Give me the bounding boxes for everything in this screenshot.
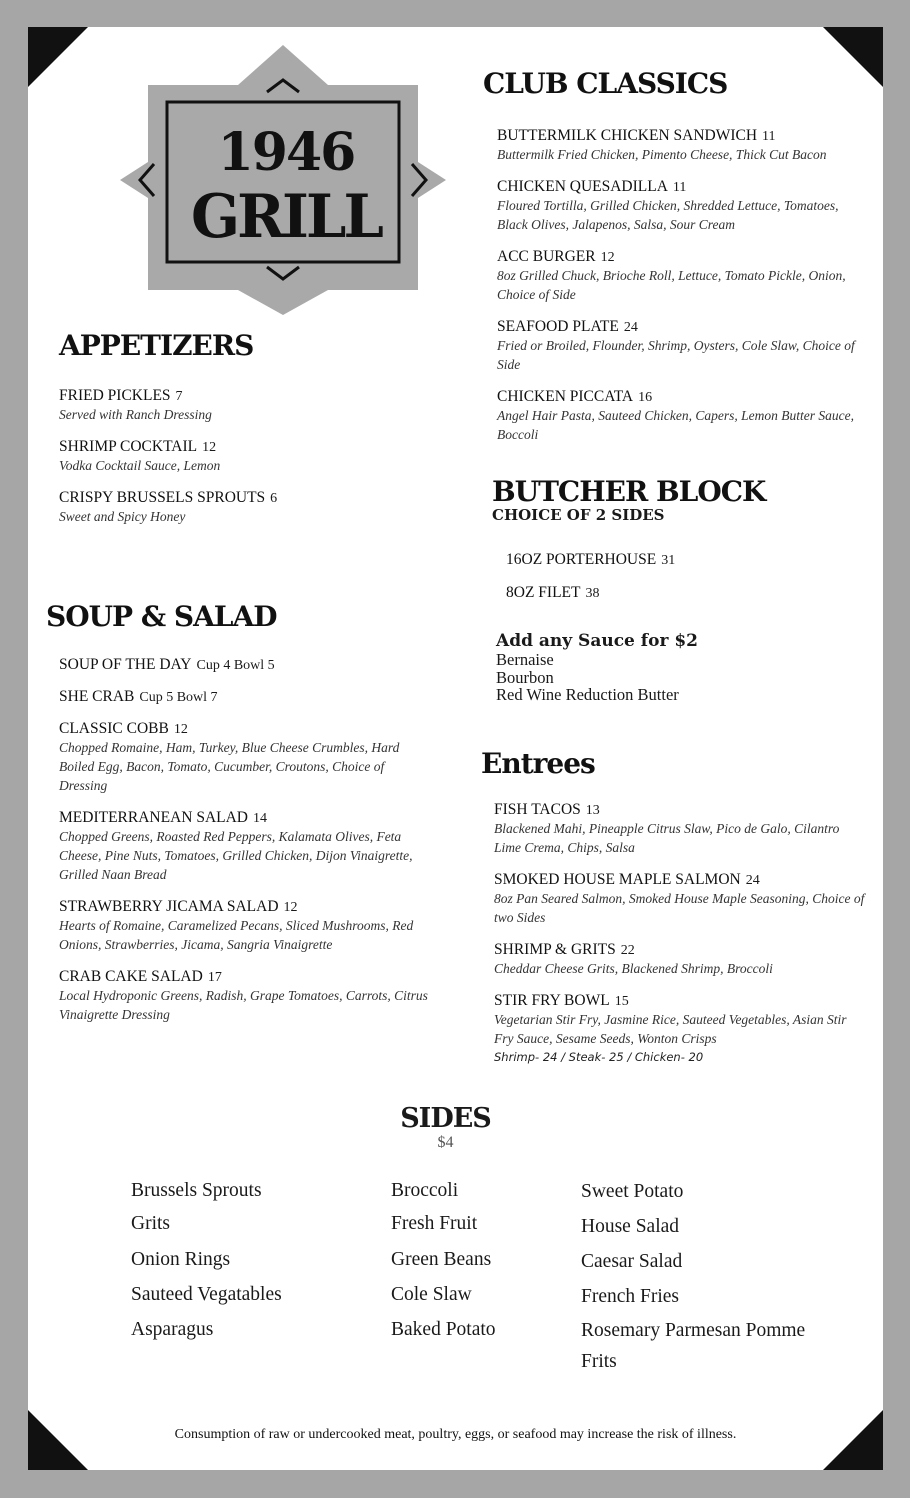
- menu-item: [59, 385, 439, 424]
- item-price: 17: [207, 970, 222, 985]
- item-desc: Served with Ranch Dressing: [59, 407, 212, 422]
- item-price: 12: [600, 250, 615, 265]
- item-price: 7: [175, 389, 183, 404]
- appetizers-list: [59, 385, 439, 526]
- side-item: Sweet Potato: [581, 1181, 684, 1202]
- menu-item: [506, 549, 675, 569]
- butcher-block-title: BUTCHER BLOCK: [492, 475, 766, 508]
- item-name: ACC BURGER: [497, 248, 596, 265]
- item-price: 24: [623, 320, 638, 335]
- item-name: CRAB CAKE SALAD: [59, 968, 203, 985]
- item-price: 6: [270, 491, 278, 506]
- item-price: 13: [585, 803, 600, 818]
- item-name: CRISPY BRUSSELS SPROUTS: [59, 489, 266, 506]
- item-name: SOUP OF THE DAY: [59, 656, 192, 673]
- item-price: 24: [745, 873, 760, 888]
- club-classics-title: CLUB CLASSICS: [483, 67, 728, 100]
- appetizers-title: APPETIZERS: [59, 329, 254, 362]
- side-item: House Salad: [581, 1216, 680, 1237]
- item-name: BUTTERMILK CHICKEN SANDWICH: [497, 127, 758, 144]
- item-price: 12: [173, 722, 188, 737]
- item-name: 8OZ FILET: [506, 584, 581, 601]
- item-price: 31: [661, 553, 676, 568]
- sauce-title: Add any Sauce for $2: [496, 631, 698, 651]
- item-price: 11: [672, 180, 687, 195]
- menu-item: [494, 799, 866, 857]
- item-price: Cup 5 Bowl 7: [139, 690, 218, 705]
- sauce-option: Bourbon: [496, 667, 554, 687]
- item-price: 14: [253, 811, 268, 826]
- item-name: SEAFOOD PLATE: [497, 318, 619, 335]
- side-item: Green Beans: [391, 1249, 492, 1270]
- menu-item: [59, 654, 431, 674]
- item-name: STRAWBERRY JICAMA SALAD: [59, 898, 279, 915]
- side-item: Frits: [581, 1351, 617, 1372]
- entrees-list: [494, 799, 866, 1067]
- item-desc: Floured Tortilla, Grilled Chicken, Shredded Lettuce, Tomatoes, Black Olives, Jalapenos, Salsa, Sour Cream: [497, 198, 839, 232]
- side-item: French Fries: [581, 1286, 680, 1307]
- item-desc: 8oz Pan Seared Salmon, Smoked House Maple Seasoning, Choice of two Sides: [494, 891, 865, 925]
- sauce-option: Red Wine Reduction Butter: [496, 685, 679, 704]
- item-name: CLASSIC COBB: [59, 720, 169, 737]
- food-safety-disclaimer: Consumption of raw or undercooked meat, poultry, eggs, or seafood may increase the risk of illness.: [174, 1427, 737, 1442]
- item-name: FRIED PICKLES: [59, 387, 171, 404]
- item-price: 15: [614, 994, 629, 1009]
- item-price: 12: [283, 900, 298, 915]
- item-desc: Local Hydroponic Greens, Radish, Grape Tomatoes, Carrots, Citrus Vinaigrette Dressing: [59, 988, 428, 1022]
- item-price: 11: [762, 129, 776, 144]
- soup-salad-title: SOUP & SALAD: [46, 600, 277, 633]
- side-item: Cole Slaw: [391, 1284, 472, 1305]
- menu-item: [494, 869, 866, 927]
- butcher-block-subtitle: CHOICE OF 2 SIDES: [492, 506, 665, 524]
- item-price: 12: [202, 440, 217, 455]
- sides-price: $4: [437, 1134, 454, 1151]
- menu-item: [59, 718, 431, 795]
- item-price: 38: [585, 586, 600, 601]
- side-item: Baked Potato: [391, 1319, 496, 1340]
- side-item: Brussels Sprouts: [131, 1180, 262, 1201]
- item-desc: Chopped Romaine, Ham, Turkey, Blue Cheese Crumbles, Hard Boiled Egg, Bacon, Tomato, Cucumber, Croutons, Choice of Dressing: [59, 740, 400, 793]
- menu-item: [494, 990, 866, 1067]
- corner-decoration: [28, 27, 88, 87]
- side-item: Caesar Salad: [581, 1251, 683, 1272]
- menu-item: [59, 487, 439, 526]
- item-desc: Vegetarian Stir Fry, Jasmine Rice, Sauteed Vegetables, Asian Stir Fry Sauce, Sesame Seeds, Wonton Crisps: [494, 1012, 847, 1046]
- item-name: MEDITERRANEAN SALAD: [59, 809, 249, 826]
- sides-title: SIDES: [400, 1103, 491, 1134]
- protein-options: Shrimp- 24 / Steak- 25 / Chicken- 20: [494, 1050, 704, 1064]
- sauce-block: [496, 631, 698, 704]
- sides-header: [28, 1103, 863, 1151]
- menu-item: [497, 316, 867, 374]
- item-name: FISH TACOS: [494, 801, 581, 818]
- item-desc: Sweet and Spicy Honey: [59, 509, 186, 524]
- menu-item: [59, 686, 431, 706]
- item-name: SHRIMP COCKTAIL: [59, 438, 198, 455]
- corner-decoration: [823, 27, 883, 87]
- item-price: 22: [620, 943, 635, 958]
- item-price: 16: [638, 390, 653, 405]
- entrees-title: Entrees: [481, 747, 595, 780]
- menu-item: [497, 246, 867, 304]
- menu-item: [59, 966, 431, 1024]
- side-item: Grits: [131, 1213, 170, 1234]
- item-price: Cup 4 Bowl 5: [196, 658, 275, 673]
- item-desc: Vodka Cocktail Sauce, Lemon: [59, 458, 221, 473]
- side-item: Fresh Fruit: [391, 1213, 478, 1234]
- menu-item: [494, 939, 866, 978]
- logo-name: GRILL: [191, 182, 383, 252]
- butcher-block-list: [506, 549, 675, 602]
- item-desc: 8oz Grilled Chuck, Brioche Roll, Lettuce, Tomato Pickle, Onion, Choice of Side: [497, 268, 846, 302]
- item-desc: Cheddar Cheese Grits, Blackened Shrimp, Broccoli: [494, 961, 773, 976]
- logo-year: 1946: [217, 122, 355, 183]
- menu-item: [497, 176, 867, 234]
- item-name: SHE CRAB: [59, 688, 135, 705]
- soup-salad-list: [59, 654, 431, 1024]
- side-item: Asparagus: [131, 1319, 214, 1340]
- item-desc: Angel Hair Pasta, Sauteed Chicken, Capers, Lemon Butter Sauce, Boccoli: [497, 408, 854, 442]
- menu-item: [497, 125, 867, 164]
- item-name: CHICKEN PICCATA: [497, 388, 634, 405]
- item-desc: Hearts of Romaine, Caramelized Pecans, Sliced Mushrooms, Red Onions, Strawberries, Jicama, Sangria Vinaigrette: [59, 918, 414, 952]
- item-desc: Buttermilk Fried Chicken, Pimento Cheese, Thick Cut Bacon: [497, 147, 827, 162]
- menu-item: [506, 582, 675, 602]
- item-desc: Fried or Broiled, Flounder, Shrimp, Oysters, Cole Slaw, Choice of Side: [497, 338, 855, 372]
- item-name: CHICKEN QUESADILLA: [497, 178, 668, 195]
- item-name: 16OZ PORTERHOUSE: [506, 551, 657, 568]
- side-item: Sauteed Vegatables: [131, 1284, 282, 1305]
- grill-logo: [118, 42, 448, 317]
- side-item: Rosemary Parmesan Pomme: [581, 1320, 806, 1341]
- sauce-option: Bernaise: [496, 650, 554, 669]
- menu-item: [59, 436, 439, 475]
- club-classics-list: [497, 125, 867, 444]
- side-item: Onion Rings: [131, 1249, 231, 1270]
- menu-item: [59, 807, 431, 884]
- item-desc: Chopped Greens, Roasted Red Peppers, Kalamata Olives, Feta Cheese, Pine Nuts, Tomatoes, Grilled Chicken, Dijon Vinaigrette, Grilled Naan Bread: [59, 829, 413, 882]
- side-item: Broccoli: [391, 1180, 459, 1201]
- item-desc: Blackened Mahi, Pineapple Citrus Slaw, Pico de Galo, Cilantro Lime Crema, Chips, Salsa: [494, 821, 840, 855]
- item-name: SMOKED HOUSE MAPLE SALMON: [494, 871, 741, 888]
- item-name: STIR FRY BOWL: [494, 992, 610, 1009]
- item-name: SHRIMP & GRITS: [494, 941, 616, 958]
- menu-item: [497, 386, 867, 444]
- menu-item: [59, 896, 431, 954]
- menu-page: [28, 27, 883, 1470]
